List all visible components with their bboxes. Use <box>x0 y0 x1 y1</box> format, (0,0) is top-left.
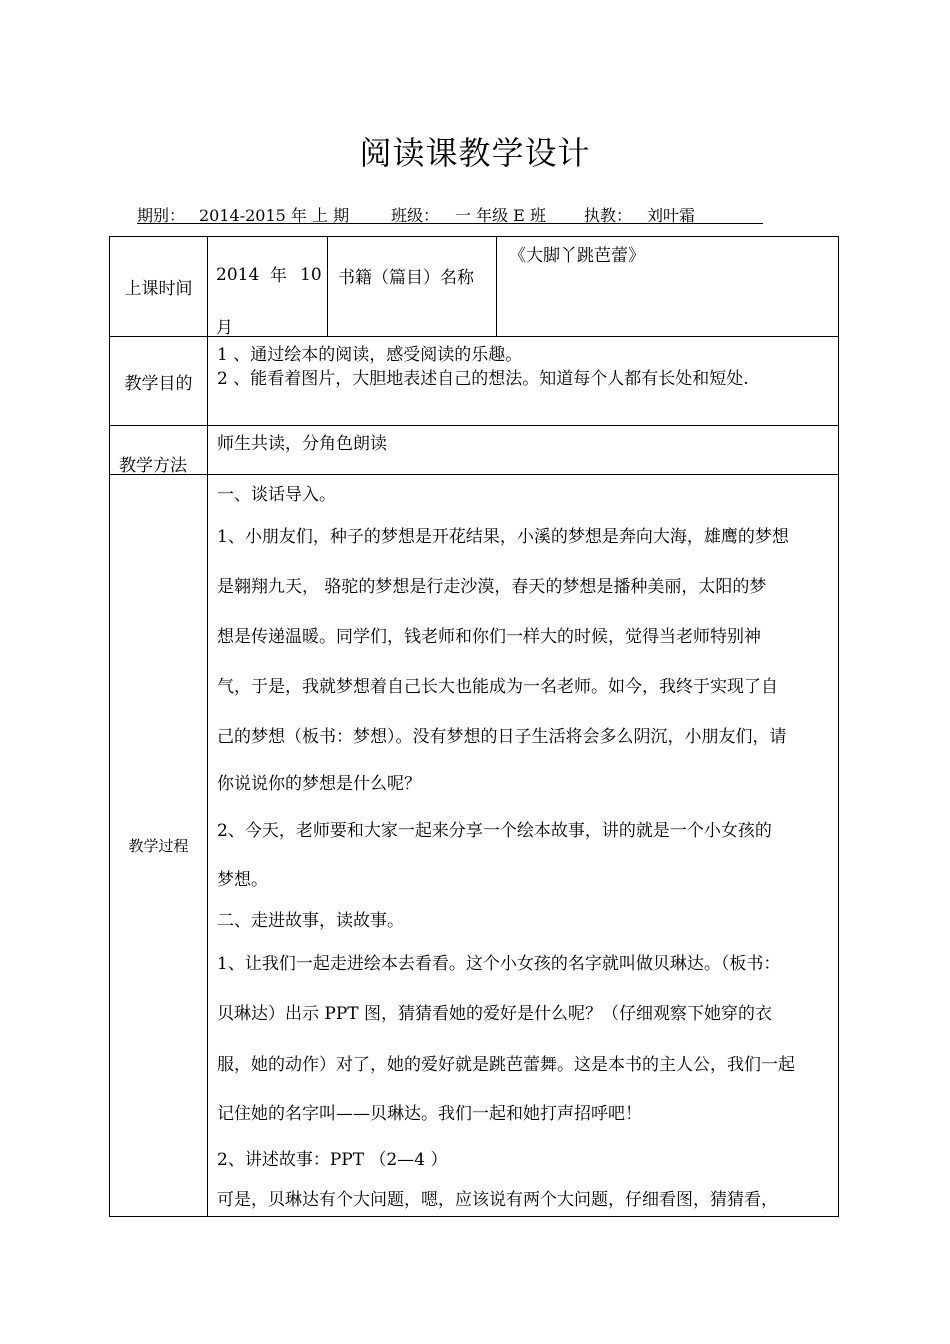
process-line: 你说说你的梦想是什么呢？ <box>217 774 421 794</box>
process-label-cell <box>110 475 208 1217</box>
process-line: 己的梦想（板书：梦想）。没有梦想的日子生活将会多么阴沉，小朋友们，请 <box>217 727 787 747</box>
process-line: 服，她的动作）对了，她的爱好就是跳芭蕾舞。这是本书的主人公，我们一起 <box>217 1055 795 1075</box>
meta-line <box>137 201 763 224</box>
method-label-cell <box>110 426 208 475</box>
lesson-table <box>109 236 839 1217</box>
process-content-cell <box>208 475 839 1217</box>
period-label: 期别： <box>137 206 186 225</box>
method-value-cell <box>208 426 839 475</box>
document-title: 阅读课教学设计 <box>359 134 591 172</box>
process-line: 一、谈话导入。 <box>217 485 336 505</box>
time-month: 月 <box>216 318 233 338</box>
process-line: 记住她的名字叫——贝琳达。我们一起和她打声招呼吧！ <box>217 1104 642 1124</box>
teacher-value: 刘叶霜 <box>647 206 696 225</box>
time-value-cell <box>208 237 328 337</box>
book-value: 《大脚丫跳芭蕾》 <box>509 246 645 266</box>
teacher-label: 执教： <box>584 206 633 225</box>
book-label: 书籍（篇目）名称 <box>338 268 474 288</box>
time-month-num: 10 <box>300 265 322 285</box>
process-label: 教学过程 <box>128 837 189 855</box>
process-line: 二、走进故事，读故事。 <box>217 911 404 931</box>
goal-line-2: 2 、能看着图片，大胆地表述自己的想法。知道每个人都有长处和短处. <box>217 369 749 389</box>
process-line: 1、让我们一起走进绘本去看看。这个小女孩的名字就叫做贝琳达。（板书： <box>217 954 781 974</box>
process-line: 是翱翔九天， 骆驼的梦想是行走沙漠，春天的梦想是播种美丽，太阳的梦 <box>217 577 767 597</box>
process-line: 2、讲述故事：PPT （2—4 ） <box>217 1150 448 1170</box>
process-line: 可是，贝琳达有个大问题，嗯，应该说有两个大问题，仔细看图，猜猜看， <box>217 1190 778 1210</box>
method-value: 师生共读，分角色朗读 <box>217 434 387 454</box>
period-value: 2014-2015 年 上 期 <box>199 206 350 225</box>
goal-line-1: 1 、通过绘本的阅读，感受阅读的乐趣。 <box>217 345 523 365</box>
process-line: 1、小朋友们，种子的梦想是开花结果，小溪的梦想是奔向大海，雄鹰的梦想 <box>217 527 789 547</box>
process-line: 贝琳达）出示 PPT 图，猜猜看她的爱好是什么呢？（仔细观察下她穿的衣 <box>217 1004 773 1024</box>
goal-label-cell <box>110 337 208 426</box>
class-label: 班级： <box>391 206 440 225</box>
goal-value-cell <box>208 337 839 426</box>
time-label-cell <box>110 237 208 337</box>
method-label: 教学方法 <box>119 456 187 476</box>
class-value: 一 年级 E 班 <box>455 206 546 225</box>
time-label: 上课时间 <box>124 279 193 299</box>
book-value-cell <box>497 237 839 337</box>
process-line: 2、今天，老师要和大家一起来分享一个绘本故事，讲的就是一个小女孩的 <box>217 821 772 841</box>
time-year: 2014 <box>216 265 260 285</box>
process-line: 想是传递温暖。同学们，钱老师和你们一样大的时候，觉得当老师特别神 <box>217 627 761 647</box>
book-label-cell <box>328 237 497 337</box>
goal-label: 教学目的 <box>124 373 193 394</box>
process-line: 梦想。 <box>217 870 268 890</box>
time-nian: 年 <box>270 266 287 286</box>
process-line: 气，于是，我就梦想着自己长大也能成为一名老师。如今，我终于实现了自 <box>217 677 778 697</box>
